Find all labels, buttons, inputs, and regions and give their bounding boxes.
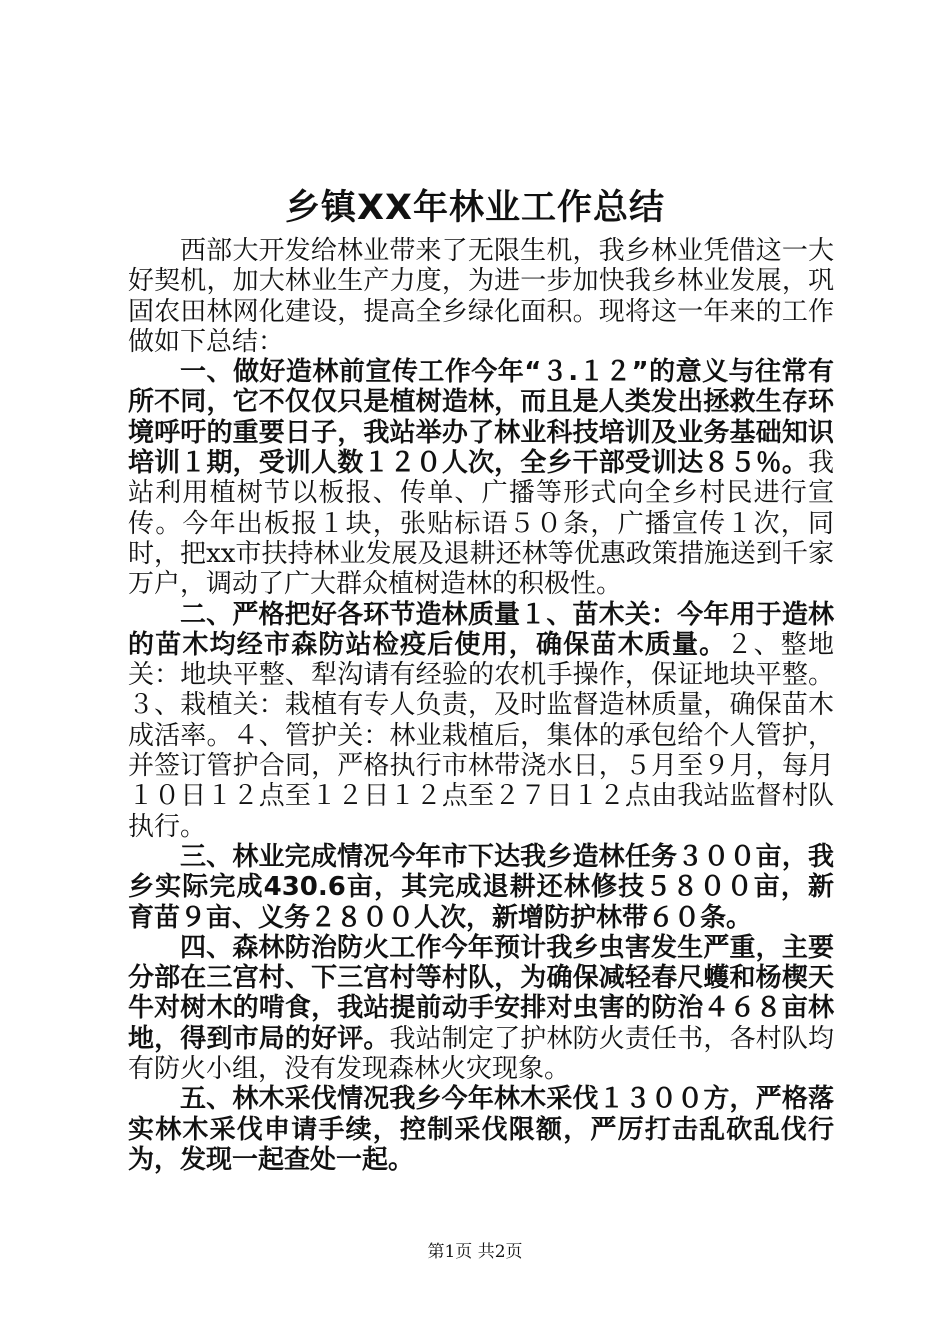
section-2-paragraph xyxy=(128,600,834,842)
section-1-paragraph xyxy=(128,357,834,599)
section-4-text-continued: 我站制定了护林防火责任书，各村队均有防火小组，没有发现森林火灾现象。 xyxy=(128,1023,834,1085)
section-2-text-continued: ２、整地关：地块平整、犁沟请有经验的农机手操作，保证地块平整。３、栽植关：栽植有专人负责，及时监督造林质量，确保苗木成活率。４、管护关：林业栽植后，集体的承包给个人管护，并签订管护合同，严格执行市林带浇水日，５月至９月，每月１０日１２点至１２日１２点至２７日１２点由我站监督村队执行。 xyxy=(128,629,834,842)
section-4-paragraph xyxy=(128,933,834,1084)
section-5-paragraph xyxy=(128,1084,834,1175)
section-1-text-continued: 我站利用植树节以板报、传单、广播等形式向全乡村民进行宣传。今年出板报１块，张贴标语５０条，广播宣传１次，同时，把xx市扶持林业发展及退耕还林等优惠政策措施送到千家万户，调动了广大群众植树造林的积极性。 xyxy=(128,448,834,600)
section-4-text: 四、森林防治防火工作今年预计我乡虫害发生严重，主要分部在三宫村、下三宫村等村队，为确保减轻春尺蠖和杨楔天牛对树木的啃食，我站提前动手安排对虫害的防治４６８亩林地，得到市局的好评。 xyxy=(128,932,834,1054)
section-5-text: 五、林木采伐情况我乡今年林木采伐１３００方，严格落实林木采伐申请手续，控制采伐限额，严厉打击乱砍乱伐行为，发现一起查处一起。 xyxy=(128,1084,834,1175)
section-3-text: 三、林业完成情况今年市下达我乡造林任务３００亩，我乡实际完成430.6亩，其完成退耕还林修技５８００亩，新育苗９亩、义务２８００人次，新增防护林带６０条。 xyxy=(128,841,834,933)
section-1-text: 一、做好造林前宣传工作今年“３.１２”的意义与往常有所不同，它不仅仅只是植树造林，而且是人类发出拯救生存环境呼吁的重要日子，我站举办了林业科技培训及业务基础知识培训１期，受训人数１２０人次，全乡干部受训达８５％。 xyxy=(128,357,834,479)
section-2-text: 二、严格把好各环节造林质量１、苗木关：今年用于造林的苗木均经市森防站检疫后使用，确保苗木质量。 xyxy=(128,599,834,660)
document-body xyxy=(128,236,834,1175)
intro-paragraph xyxy=(128,236,834,357)
document-title: 乡镇XX年林业工作总结 xyxy=(285,188,665,228)
section-3-paragraph xyxy=(128,842,834,933)
intro-text: 西部大开发给林业带来了无限生机，我乡林业凭借这一大好契机，加大林业生产力度，为进一步加快我乡林业发展，巩固农田林网化建设，提高全乡绿化面积。现将这一年来的工作做如下总结： xyxy=(128,236,834,357)
page-footer: 第1页 共2页 xyxy=(427,1242,523,1262)
